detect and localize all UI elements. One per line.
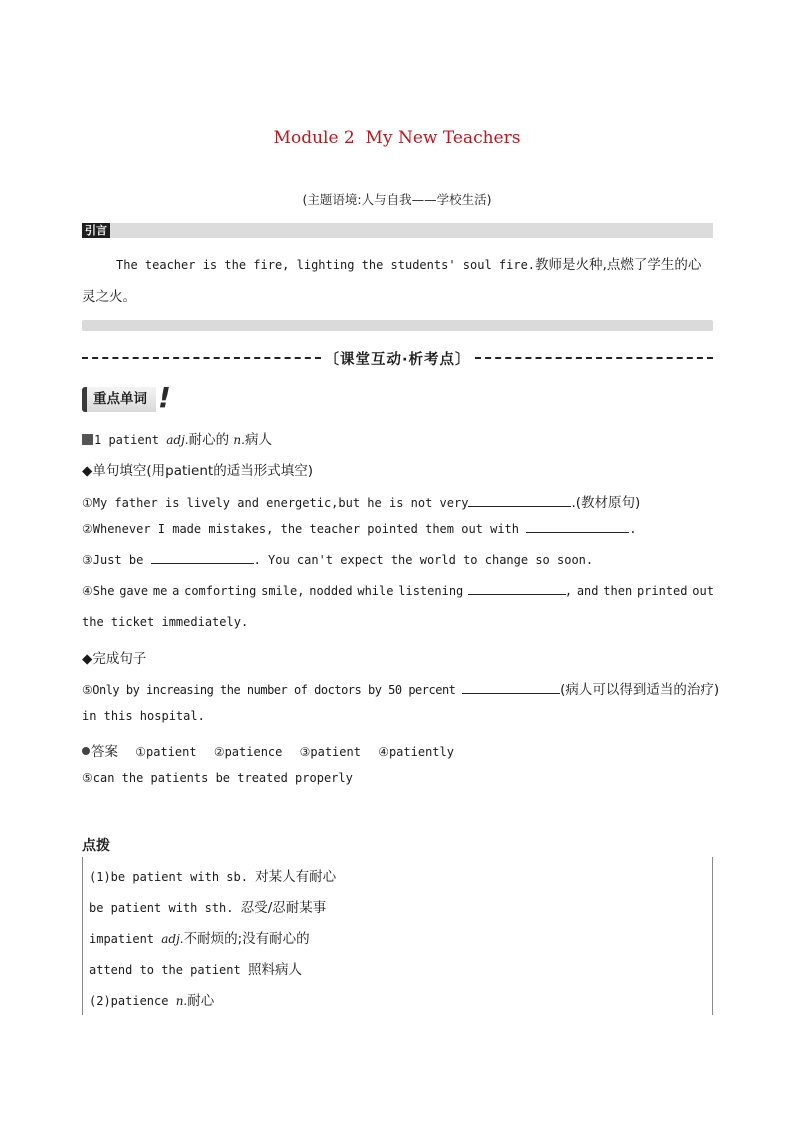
q4-word: nodded	[309, 584, 353, 598]
tip-en: (1)be patient with sb.	[89, 870, 256, 884]
word-pos-n: n.	[233, 433, 245, 447]
fill-heading	[82, 459, 714, 479]
question-1	[82, 491, 714, 511]
fill-heading-text: ◆单句填空(用patient的适当形式填空)	[82, 463, 313, 479]
q4-word: ,	[564, 584, 573, 598]
dash-rule-left	[82, 357, 321, 359]
question-4-line2: the ticket immediately.	[82, 615, 249, 629]
tip-cn: 忍受/忍耐某事	[240, 900, 327, 916]
question-4	[82, 584, 714, 598]
page-subtitle: (主题语境:人与自我——学校生活)	[302, 192, 492, 207]
question-2	[82, 522, 714, 536]
q4-word: and	[576, 584, 599, 598]
tip-en: (2)patience	[89, 994, 176, 1008]
answer-item: ③patient	[299, 745, 361, 759]
question-5	[82, 678, 720, 698]
tip-line	[89, 958, 302, 978]
key-words-badge: 重点单词	[82, 387, 156, 412]
q4-word: comforting	[184, 584, 257, 598]
section-divider	[82, 346, 713, 370]
tip-pos: adj.	[161, 932, 184, 946]
word-entry	[82, 428, 714, 448]
tip-en: be patient with sth.	[89, 901, 241, 915]
tip-line	[89, 989, 214, 1009]
q2-end: .	[629, 522, 637, 536]
q4-word: me	[152, 584, 168, 598]
word-meaning-n: 病人	[244, 432, 272, 448]
answer-blank[interactable]	[151, 553, 254, 564]
tip-cn: 对某人有耐心	[255, 869, 337, 885]
q5-text: ⑤Only by increasing the number of doctors by 50 percent	[82, 683, 463, 697]
tip-en: impatient	[89, 932, 162, 946]
q4-word: listening	[398, 584, 464, 598]
answers-label: 答案	[91, 744, 118, 760]
tip-line	[89, 865, 336, 885]
answers-row	[82, 740, 714, 760]
section-separator-band	[82, 320, 713, 331]
tip-line	[89, 896, 326, 916]
exclamation-icon: !	[158, 381, 171, 414]
q1-text: ①My father is lively and energetic,but he is not very	[82, 496, 469, 510]
answer-blank[interactable]	[468, 496, 571, 507]
answer-blank[interactable]	[468, 584, 566, 595]
answer-item: ①patient	[135, 745, 197, 759]
tip-en: attend to the patient	[89, 963, 248, 977]
tip-cn: 耐心	[187, 993, 215, 1009]
intro-text-cn: 教师是火种,点燃了学生的心灵之火。	[82, 257, 702, 305]
q4-word: gave	[119, 584, 149, 598]
tip-line	[89, 927, 310, 947]
q1-end: .(教材原句)	[571, 495, 641, 511]
answer-item: ④patiently	[378, 745, 454, 759]
word-meaning-adj: 耐心的	[188, 432, 234, 448]
q4-word: out	[692, 584, 714, 598]
answer-blank[interactable]	[526, 522, 629, 533]
tip-pos: n.	[175, 994, 188, 1008]
q4-word: then	[603, 584, 633, 598]
intro-text-en: The teacher is the fire, lighting the students' soul fire.	[116, 258, 536, 272]
intro-text	[82, 249, 712, 313]
q3-text: ③Just be	[82, 553, 151, 567]
word-pos-adj: adj.	[166, 433, 189, 447]
q4-word: ④She	[82, 584, 115, 598]
answer-blank[interactable]	[462, 683, 560, 694]
question-5-line2: in this hospital.	[82, 709, 205, 723]
q4-word: a	[172, 584, 180, 598]
intro-bar	[82, 223, 713, 238]
word-number: 1 patient	[94, 433, 167, 447]
section-title: 〔课堂互动·析考点〕	[324, 351, 471, 368]
dash-rule-right	[475, 357, 714, 359]
tip-cn: 照料病人	[247, 962, 302, 978]
tips-title: 点拨	[82, 838, 110, 854]
question-3	[82, 553, 714, 567]
q3-end: . You can't expect the world to change so soon.	[253, 553, 594, 567]
complete-heading-text: ◆完成句子	[82, 651, 147, 667]
complete-heading	[82, 647, 714, 667]
q4-word: smile,	[261, 584, 305, 598]
answer-item: ②patience	[213, 745, 283, 759]
q2-text: ②Whenever I made mistakes, the teacher pointed them out with	[82, 522, 527, 536]
bullet-square-icon	[82, 434, 93, 445]
tip-cn: 不耐烦的;没有耐心的	[183, 931, 310, 947]
page-title: Module 2 My New Teachers	[273, 128, 521, 148]
answers-line2: ⑤can the patients be treated properly	[82, 771, 353, 785]
answer-icon	[82, 747, 90, 755]
q4-word: printed	[636, 584, 688, 598]
intro-tag: 引言	[82, 223, 110, 238]
q4-word: while	[357, 584, 394, 598]
q5-hint: (病人可以得到适当的治疗)	[560, 682, 720, 698]
